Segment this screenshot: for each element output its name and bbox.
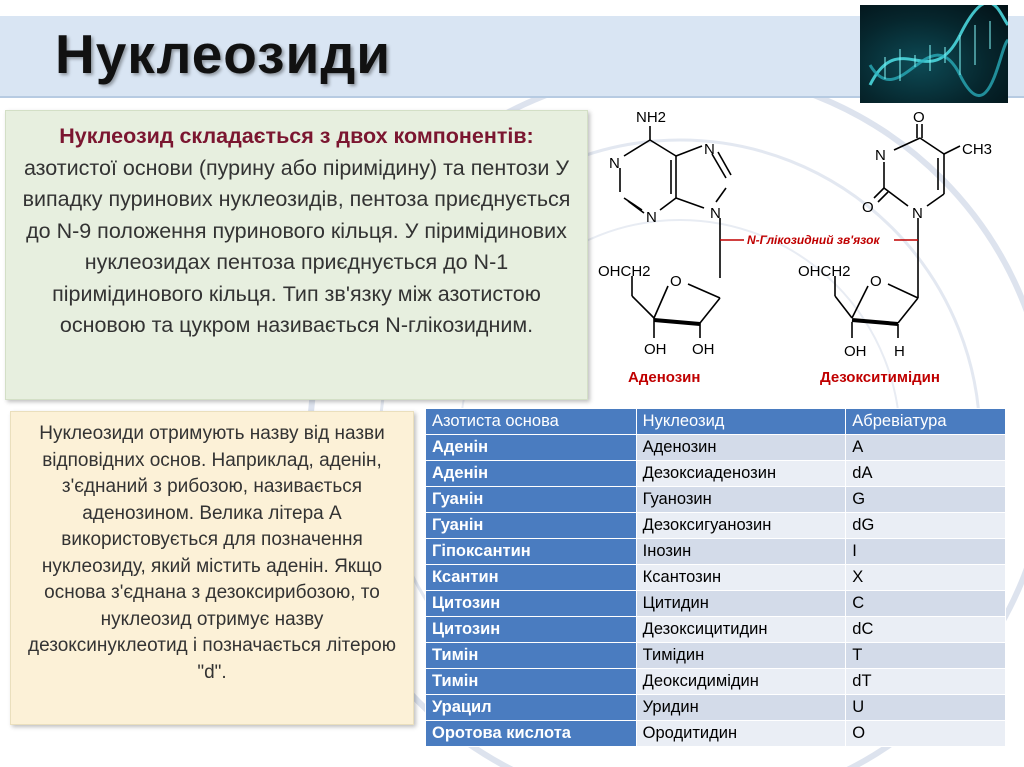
adenosine-n7-label: N — [704, 141, 715, 158]
cell-base: Ксантин — [426, 565, 637, 591]
adenosine-n9-label: N — [710, 205, 721, 222]
deoxythymidine-structure — [835, 124, 960, 338]
cell-base: Тимін — [426, 669, 637, 695]
cell-nucleoside: Деоксидимідин — [636, 669, 846, 695]
table-row — [426, 461, 1006, 487]
table-row — [426, 721, 1006, 747]
table-row — [426, 669, 1006, 695]
cell-nucleoside: Гуанозин — [636, 487, 846, 513]
deoxythymidine-n3-label: N — [875, 147, 886, 164]
glycosidic-bond-label: N-Глікозидний зв'язок — [747, 233, 880, 247]
deoxythymidine-ring-o-label: O — [870, 273, 882, 290]
cell-base: Цитозин — [426, 591, 637, 617]
table-row — [426, 643, 1006, 669]
adenosine-n1-label: N — [609, 155, 620, 172]
table-row — [426, 617, 1006, 643]
table-row — [426, 487, 1006, 513]
naming-note-box — [10, 411, 414, 725]
nucleosides-table — [425, 408, 1006, 747]
table-row — [426, 513, 1006, 539]
cell-nucleoside: Ксантозин — [636, 565, 846, 591]
description-body: азотистої основи (пурину або піримідину) та пентози У випадку пуринових нуклеозидів, пентоза приєднується до N-9 положення пуринового кільця. У піримідинових нуклеозидах пентоза приєднується до N-1 піримідинового кільця. Тип зв'язку між азотистою основою та цукром називається N-глікозидним. — [22, 155, 571, 337]
cell-nucleoside: Аденозин — [636, 435, 846, 461]
cell-abbreviation: I — [846, 539, 1006, 565]
deoxythymidine-ch3-label: CH3 — [962, 141, 993, 158]
deoxythymidine-o-left-label: O — [862, 199, 874, 216]
adenosine-oh-left-label: OH — [644, 341, 667, 358]
cell-nucleoside: Дезоксигуанозин — [636, 513, 846, 539]
table-row — [426, 539, 1006, 565]
nucleoside-structures-diagram — [592, 98, 1012, 398]
cell-nucleoside: Дезоксиаденозин — [636, 461, 846, 487]
cell-abbreviation: C — [846, 591, 1006, 617]
adenosine-nh2-label: NH2 — [636, 109, 667, 126]
cell-abbreviation: dC — [846, 617, 1006, 643]
cell-abbreviation: A — [846, 435, 1006, 461]
cell-base: Гуанін — [426, 487, 637, 513]
cell-nucleoside: Інозин — [636, 539, 846, 565]
header-abbreviation: Абревіатура — [846, 409, 1006, 435]
dna-helix-image — [860, 5, 1008, 103]
adenosine-ring-o-label: O — [670, 273, 682, 290]
deoxythymidine-ohch2-label: OHCH2 — [798, 263, 851, 280]
cell-nucleoside: Цитидин — [636, 591, 846, 617]
deoxythymidine-oh-label: OH — [844, 343, 867, 360]
cell-base: Цитозин — [426, 617, 637, 643]
cell-abbreviation: U — [846, 695, 1006, 721]
adenosine-n3-label: N — [646, 209, 657, 226]
table-header-row — [426, 409, 1006, 435]
cell-nucleoside: Уридин — [636, 695, 846, 721]
cell-base: Гіпоксантин — [426, 539, 637, 565]
cell-abbreviation: O — [846, 721, 1006, 747]
cell-base: Тимін — [426, 643, 637, 669]
cell-abbreviation: dA — [846, 461, 1006, 487]
cell-nucleoside: Дезоксицитидин — [636, 617, 846, 643]
cell-base: Оротова кислота — [426, 721, 637, 747]
cell-base: Гуанін — [426, 513, 637, 539]
nucleoside-description-box — [5, 110, 588, 400]
header-nucleoside: Нуклеозид — [636, 409, 846, 435]
cell-abbreviation: T — [846, 643, 1006, 669]
slide-title: Нуклеозиди — [55, 23, 392, 85]
cell-abbreviation: X — [846, 565, 1006, 591]
deoxythymidine-o-top-label: O — [913, 109, 925, 126]
cell-base: Аденін — [426, 461, 637, 487]
deoxythymidine-name: Дезокситимідин — [820, 369, 940, 386]
adenosine-oh-right-label: OH — [692, 341, 715, 358]
nucleoside-description-text — [16, 121, 577, 342]
cell-nucleoside: Тимідин — [636, 643, 846, 669]
deoxythymidine-n1-label: N — [912, 205, 923, 222]
naming-note-text: Нуклеозиди отримують назву від назви відповідних основ. Наприклад, аденін, з'єднаний з рибозою, називається аденозином. Велика літера А використовується для позначення нуклеозиду, який містить аденін. Якщо основа з'єднана з дезоксирибозою, то нуклеозид отримує назву дезоксинуклеотид і позначається літерою "d". — [27, 423, 396, 683]
table-row — [426, 565, 1006, 591]
header-base: Азотиста основа — [426, 409, 637, 435]
cell-base: Урацил — [426, 695, 637, 721]
cell-nucleoside: Ородитидин — [636, 721, 846, 747]
table-row — [426, 435, 1006, 461]
adenosine-ohch2-label: OHCH2 — [598, 263, 651, 280]
deoxythymidine-h-label: H — [894, 343, 905, 360]
table-row — [426, 695, 1006, 721]
table-row — [426, 591, 1006, 617]
cell-abbreviation: dT — [846, 669, 1006, 695]
cell-base: Аденін — [426, 435, 637, 461]
cell-abbreviation: dG — [846, 513, 1006, 539]
adenosine-name: Аденозин — [628, 369, 701, 386]
cell-abbreviation: G — [846, 487, 1006, 513]
description-lead: Нуклеозид складається з двох компонентів: — [59, 124, 534, 148]
